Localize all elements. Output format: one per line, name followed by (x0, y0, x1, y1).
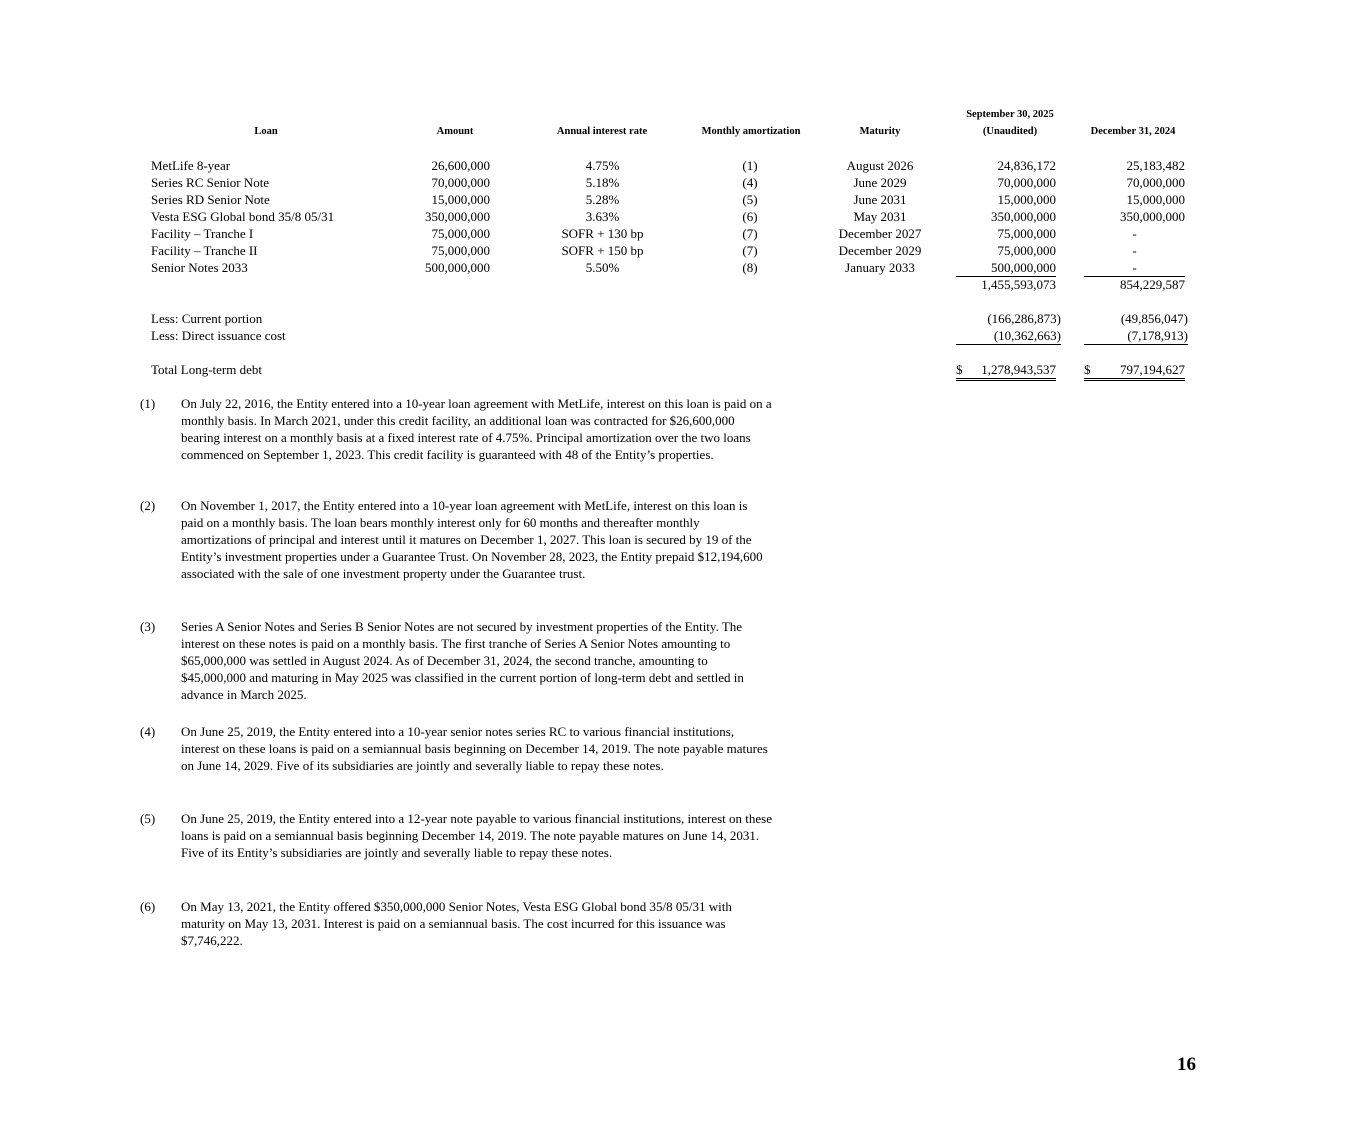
table-row-amount: 70,000,000 (431, 175, 490, 190)
footnote-text: On July 22, 2016, the Entity entered into a 10-year loan agreement with MetLife, interest on this loan is paid on a monthly basis. In March 2021, under this credit facility, an additional loan was contracted for $26,600,000 bearing interest on a monthly basis at a fixed interest rate of 4.75%. Principal amortization over the two loans commenced on September 1, 2023. This credit facility is guaranteed with 48 of the Entity’s properties. (181, 396, 772, 462)
issuance-cost-label: Less: Direct issuance cost (151, 328, 286, 343)
header-december-2024: December 31, 2024 (1090, 126, 1176, 137)
footnote-number: (3) (140, 619, 156, 634)
table-row-sep-2025: 75,000,000 (997, 226, 1056, 241)
table-row-amortization: (7) (742, 226, 758, 241)
current-portion-sep-2025: (166,286,873) (987, 311, 1061, 326)
total-dec-2024-cell (1084, 361, 1185, 381)
footnote-text: Series A Senior Notes and Series B Senior Notes are not secured by investment properties of the Entity. The interest on these notes is paid on a monthly basis. The first tranche of Series A Senior Notes amounting to $65,000,000 was settled in August 2024. As of December 31, 2024, the second tranche, amounting to $45,000,000 and maturing in May 2025 was classified in the current portion of long-term debt and settled in advance in March 2025. (181, 619, 744, 702)
issuance-cost-sep-2025: (10,362,663) (956, 327, 1061, 345)
header-maturity: Maturity (859, 126, 901, 137)
footnote-text: On June 25, 2019, the Entity entered into a 10-year senior notes series RC to various financial institutions, interest on these loans is paid on a semiannual basis beginning on December 14, 2019. The note payable matures on June 14, 2029. Five of its subsidiaries are jointly and severally liable to repay these notes. (181, 724, 768, 773)
total-dec-2024: 797,194,627 (1120, 362, 1185, 377)
header-annual-interest-rate: Annual interest rate (556, 126, 648, 137)
page-number: 16 (1177, 1054, 1196, 1075)
table-row-dec-2024: 15,000,000 (1126, 192, 1185, 207)
subtotal-sep-2025: 1,455,593,073 (981, 277, 1056, 292)
total-sep-2025: 1,278,943,537 (981, 362, 1056, 377)
total-sep-2025-cell (956, 361, 1056, 381)
table-row-maturity: August 2026 (846, 158, 914, 173)
table-row-dec-2024: - (1084, 259, 1185, 277)
currency-symbol: $ (1084, 362, 1091, 377)
total-long-term-debt-label: Total Long-term debt (151, 362, 263, 377)
issuance-cost-dec-2024: (7,178,913) (1084, 327, 1188, 345)
table-row-amortization: (5) (742, 192, 758, 207)
table-row-loan: MetLife 8-year (151, 158, 231, 173)
footnote-text: On May 13, 2021, the Entity offered $350,000,000 Senior Notes, Vesta ESG Global bond 35/8 05/31 with maturity on May 13, 2031. Interest is paid on a semiannual basis. The cost incurred for this issuance was $7,746,222. (181, 899, 732, 948)
header-unaudited: (Unaudited) (982, 126, 1038, 137)
footnote-number: (2) (140, 498, 156, 513)
table-row-loan: Facility – Tranche I (151, 226, 254, 241)
header-monthly-amortization: Monthly amortization (701, 126, 801, 137)
table-row-amount: 75,000,000 (431, 226, 490, 241)
table-row-dec-2024: 350,000,000 (1120, 209, 1185, 224)
table-row-maturity: June 2031 (853, 192, 907, 207)
table-row-loan: Series RC Senior Note (151, 175, 270, 190)
footnote-text: On November 1, 2017, the Entity entered into a 10-year loan agreement with MetLife, interest on this loan is paid on a monthly basis. The loan bears monthly interest only for 60 months and thereafter monthly amortizations of principal and interest until it matures on December 1, 2027. This loan is secured by 19 of the Entity’s investment properties under a Guarantee Trust. On November 28, 2023, the Entity prepaid $12,194,600 associated with the sale of one investment property under the Guarantee trust. (181, 498, 763, 581)
current-portion-label: Less: Current portion (151, 311, 263, 326)
table-row-dec-2024: - (1132, 226, 1137, 241)
subtotal-dec-2024: 854,229,587 (1120, 277, 1185, 292)
table-row-maturity: June 2029 (853, 175, 907, 190)
table-row-maturity: December 2027 (838, 226, 922, 241)
table-row-amount: 350,000,000 (425, 209, 490, 224)
table-row-amount: 75,000,000 (431, 243, 490, 258)
header-amount: Amount (436, 126, 474, 137)
table-row-sep-2025: 15,000,000 (997, 192, 1056, 207)
footnote-number: (4) (140, 724, 156, 739)
table-row-maturity: May 2031 (853, 209, 907, 224)
table-row-dec-2024: 25,183,482 (1126, 158, 1185, 173)
table-row-amount: 26,600,000 (431, 158, 490, 173)
table-row-amount: 500,000,000 (425, 260, 490, 275)
table-row-loan: Vesta ESG Global bond 35/8 05/31 (151, 209, 335, 224)
current-portion-dec-2024: (49,856,047) (1120, 311, 1188, 326)
header-loan: Loan (254, 126, 278, 137)
header-september-2025: September 30, 2025 (966, 109, 1054, 120)
table-row-sep-2025: 500,000,000 (956, 259, 1056, 277)
footnote-text: On June 25, 2019, the Entity entered into a 12-year note payable to various financial institutions, interest on these loans is paid on a semiannual basis beginning December 14, 2019. The note payable matures on June 14, 2031. Five of its Entity’s subsidiaries are jointly and severally liable to repay these notes. (181, 811, 772, 860)
table-row-rate: 5.18% (585, 175, 620, 190)
table-row-dec-2024: - (1132, 243, 1137, 258)
table-row-amortization: (1) (742, 158, 758, 173)
table-row-dec-2024: 70,000,000 (1126, 175, 1185, 190)
currency-symbol: $ (956, 362, 963, 377)
table-row-rate: 5.50% (585, 260, 620, 275)
table-row-amortization: (7) (742, 243, 758, 258)
table-row-amortization: (8) (742, 260, 758, 275)
table-row-sep-2025: 70,000,000 (997, 175, 1056, 190)
footnote-number: (6) (140, 899, 156, 914)
table-row-loan: Senior Notes 2033 (151, 260, 248, 275)
table-row-rate: 3.63% (585, 209, 620, 224)
table-row-loan: Facility – Tranche II (151, 243, 258, 258)
table-row-rate: SOFR + 150 bp (561, 243, 644, 258)
table-row-maturity: January 2033 (845, 260, 915, 275)
table-row-rate: SOFR + 130 bp (561, 226, 644, 241)
table-row-rate: 5.28% (585, 192, 620, 207)
table-row-rate: 4.75% (585, 158, 620, 173)
table-row-sep-2025: 24,836,172 (997, 158, 1056, 173)
table-row-loan: Series RD Senior Note (151, 192, 270, 207)
table-row-amortization: (6) (742, 209, 758, 224)
table-row-amortization: (4) (742, 175, 758, 190)
table-row-sep-2025: 75,000,000 (997, 243, 1056, 258)
footnote-number: (5) (140, 811, 156, 826)
table-row-sep-2025: 350,000,000 (991, 209, 1056, 224)
table-row-maturity: December 2029 (838, 243, 922, 258)
footnote-number: (1) (140, 396, 156, 411)
table-row-amount: 15,000,000 (431, 192, 490, 207)
